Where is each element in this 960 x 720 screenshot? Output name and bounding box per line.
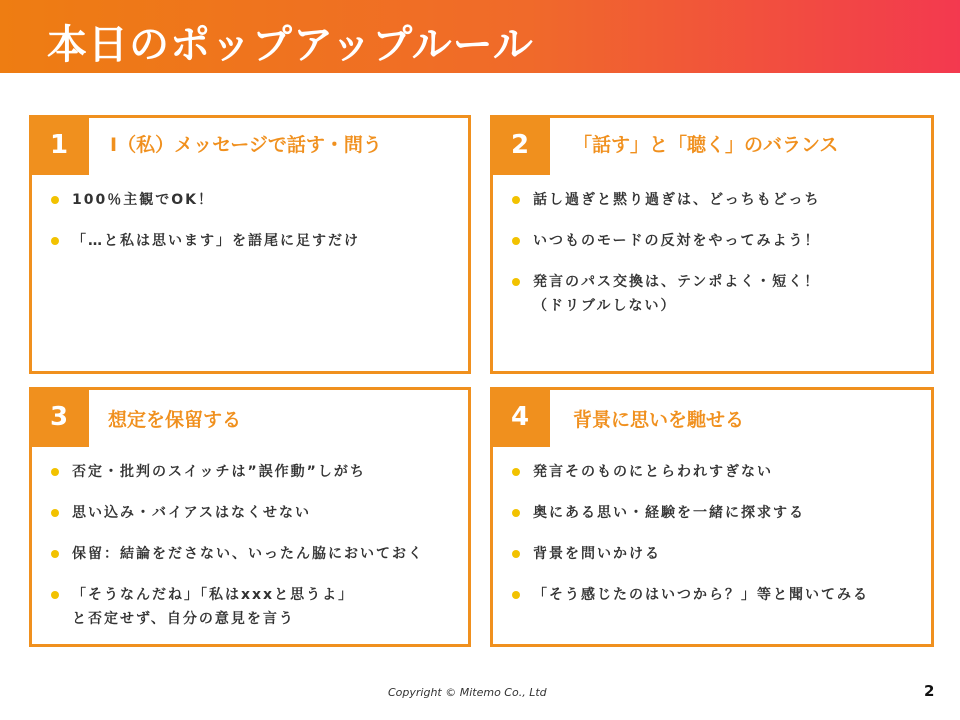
bullet-dot-icon (512, 509, 520, 517)
bullet-text: 「…と私は思います」を語尾に足すだけ (72, 233, 360, 249)
bullet-text: 奥にある思い・経験を一緒に探求する (533, 505, 805, 521)
bullet-text: 話し過ぎと黙り過ぎは、どっちもどっち (533, 192, 821, 208)
bullet-dot-icon (51, 196, 59, 204)
bullet-dot-icon (512, 591, 520, 599)
bullet-text: 発言のパス交換は、テンポよく・短く！ (533, 274, 821, 290)
rule-card-2 (490, 115, 934, 374)
bullet-dot-icon (51, 550, 59, 558)
bullet-list (507, 460, 925, 624)
bullet-dot-icon (512, 468, 520, 476)
list-item (507, 460, 925, 484)
list-item (507, 583, 925, 607)
list-item (507, 542, 925, 566)
card-title: 背景に思いを馳せる (573, 409, 745, 431)
card-title: Ⅰ（私）メッセージで話す・問う (110, 134, 382, 156)
bullet-text: 発言そのものにとらわれすぎない (533, 464, 773, 480)
bullet-text: 背景を問いかける (533, 546, 661, 562)
bullet-text-continued: （ドリブルしない） (533, 298, 677, 314)
list-item (507, 501, 925, 525)
copyright-notice: Copyright © Mitemo Co., Ltd (388, 686, 547, 699)
bullet-text: 保留：結論をださない、いったん脇においておく (72, 546, 424, 562)
rule-card-4 (490, 387, 934, 647)
bullet-text: 100％主観でOK！ (72, 192, 214, 208)
bullet-dot-icon (51, 591, 59, 599)
rule-card-1 (29, 115, 471, 374)
list-item (46, 583, 462, 631)
title-bar (0, 0, 960, 73)
bullet-dot-icon (51, 509, 59, 517)
list-item (46, 229, 462, 253)
bullet-dot-icon (512, 237, 520, 245)
card-number-badge: 1 (29, 115, 89, 175)
bullet-dot-icon (51, 468, 59, 476)
bullet-dot-icon (512, 196, 520, 204)
bullet-text-continued: と否定せず、自分の意見を言う (72, 611, 295, 627)
bullet-text: いつものモードの反対をやってみよう！ (533, 233, 821, 249)
list-item (46, 501, 462, 525)
card-title: 「話す」と「聴く」のバランス (573, 134, 839, 156)
list-item (507, 270, 925, 318)
bullet-text: 「そう感じたのはいつから？」等と聞いてみる (533, 587, 869, 603)
rule-card-3 (29, 387, 471, 647)
bullet-text: 思い込み・バイアスはなくせない (72, 505, 312, 521)
card-title: 想定を保留する (108, 409, 242, 431)
card-number-badge: 2 (490, 115, 550, 175)
page-title: 本日のポップアップルール (47, 22, 534, 68)
bullet-list (46, 460, 462, 648)
bullet-dot-icon (512, 278, 520, 286)
list-item (507, 229, 925, 253)
bullet-text: 「そうなんだね」「私はxxxと思うよ」 (72, 587, 355, 603)
list-item (46, 188, 462, 212)
bullet-list (507, 188, 925, 335)
list-item (46, 542, 462, 566)
bullet-text: 否定・批判のスイッチは”誤作動”しがち (72, 464, 366, 480)
list-item (507, 188, 925, 212)
bullet-dot-icon (51, 237, 59, 245)
list-item (46, 460, 462, 484)
page-number: 2 (924, 682, 935, 700)
bullet-list (46, 188, 462, 270)
card-number-badge: 3 (29, 387, 89, 447)
bullet-dot-icon (512, 550, 520, 558)
card-number-badge: 4 (490, 387, 550, 447)
